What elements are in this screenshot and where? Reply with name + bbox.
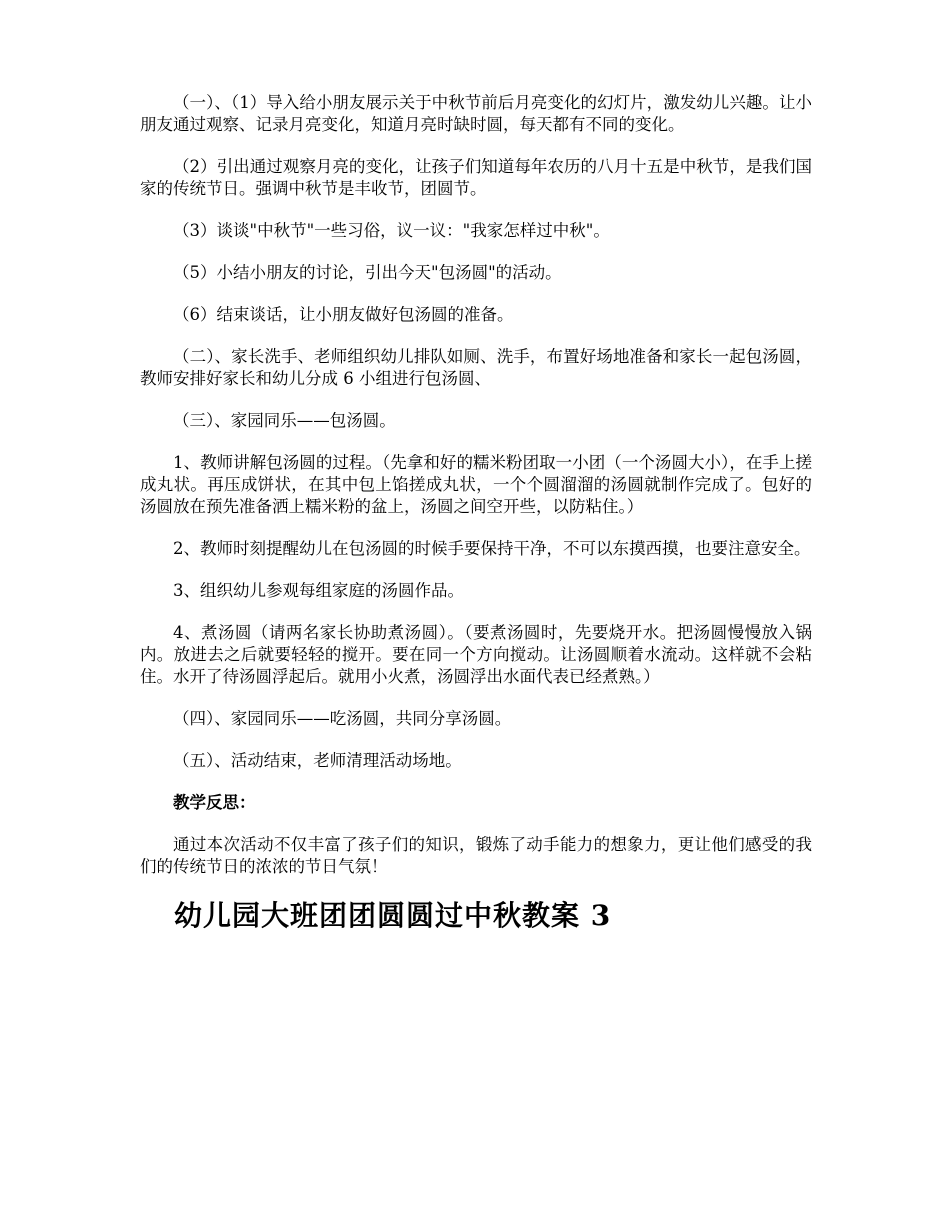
paragraph-step-1-6: （6）结束谈话，让小朋友做好包汤圆的准备。 <box>173 305 514 324</box>
reflection-text: 通过本次活动不仅丰富了孩子们的知识，锻炼了动手能力的想象力，更让他们感受的我们的传统节日的浓浓的节日气氛！ <box>140 835 812 876</box>
paragraph-step-5: （五）、活动结束，老师清理活动场地。 <box>173 751 462 770</box>
paragraph-step-2: （二）、家长洗手、老师组织幼儿排队如厕、洗手，布置好场地准备和家长一起包汤圆，教师安排好家长和幼儿分成 6 小组进行包汤圆、 <box>140 347 812 388</box>
paragraph-step-1-5: （5）小结小朋友的讨论，引出今天"包汤圆"的活动。 <box>173 263 562 282</box>
section-heading: 幼儿园大班团团圆圆过中秋教案 3 <box>174 899 612 932</box>
paragraph-step-3-item-2: 2、教师时刻提醒幼儿在包汤圆的时候手要保持干净，不可以东摸西摸，也要注意安全。 <box>173 539 811 558</box>
reflection-title: 教学反思： <box>173 793 256 812</box>
paragraph-step-3-item-1: 1、教师讲解包汤圆的过程。（先拿和好的糯米粉团取一小团（一个汤圆大小），在手上搓成丸状。再压成饼状，在其中包上馅搓成丸状，一个个圆溜溜的汤圆就制作完成了。包好的汤圆放在预先准备洒上糯米粉的盆上，汤圆之间空开些，以防粘住。） <box>140 453 812 516</box>
paragraph-step-1-3: （3）谈谈"中秋节"一些习俗，议一议："我家怎样过中秋"。 <box>173 221 610 240</box>
paragraph-step-4: （四）、家园同乐——吃汤圆，共同分享汤圆。 <box>173 709 512 728</box>
document-page <box>140 92 812 934</box>
paragraph-step-3-item-4: 4、煮汤圆（请两名家长协助煮汤圆）。（要煮汤圆时，先要烧开水。把汤圆慢慢放入锅内。放进去之后就要轻轻的搅开。要在同一个方向搅动。让汤圆顺着水流动。这样就不会粘住。水开了待汤圆浮起后。就用小火煮，汤圆浮出水面代表已经煮熟。） <box>140 623 812 686</box>
paragraph-step-3: （三）、家园同乐——包汤圆。 <box>173 411 396 430</box>
paragraph-step-1-2: （2）引出通过观察月亮的变化，让孩子们知道每年农历的八月十五是中秋节，是我们国家的传统节日。强调中秋节是丰收节，团圆节。 <box>140 157 812 198</box>
paragraph-step-1-1: （一）、（1）导入给小朋友展示关于中秋节前后月亮变化的幻灯片，激发幼儿兴趣。让小朋友通过观察、记录月亮变化，知道月亮时缺时圆，每天都有不同的变化。 <box>140 93 812 134</box>
paragraph-step-3-item-3: 3、组织幼儿参观每组家庭的汤圆作品。 <box>173 581 464 600</box>
